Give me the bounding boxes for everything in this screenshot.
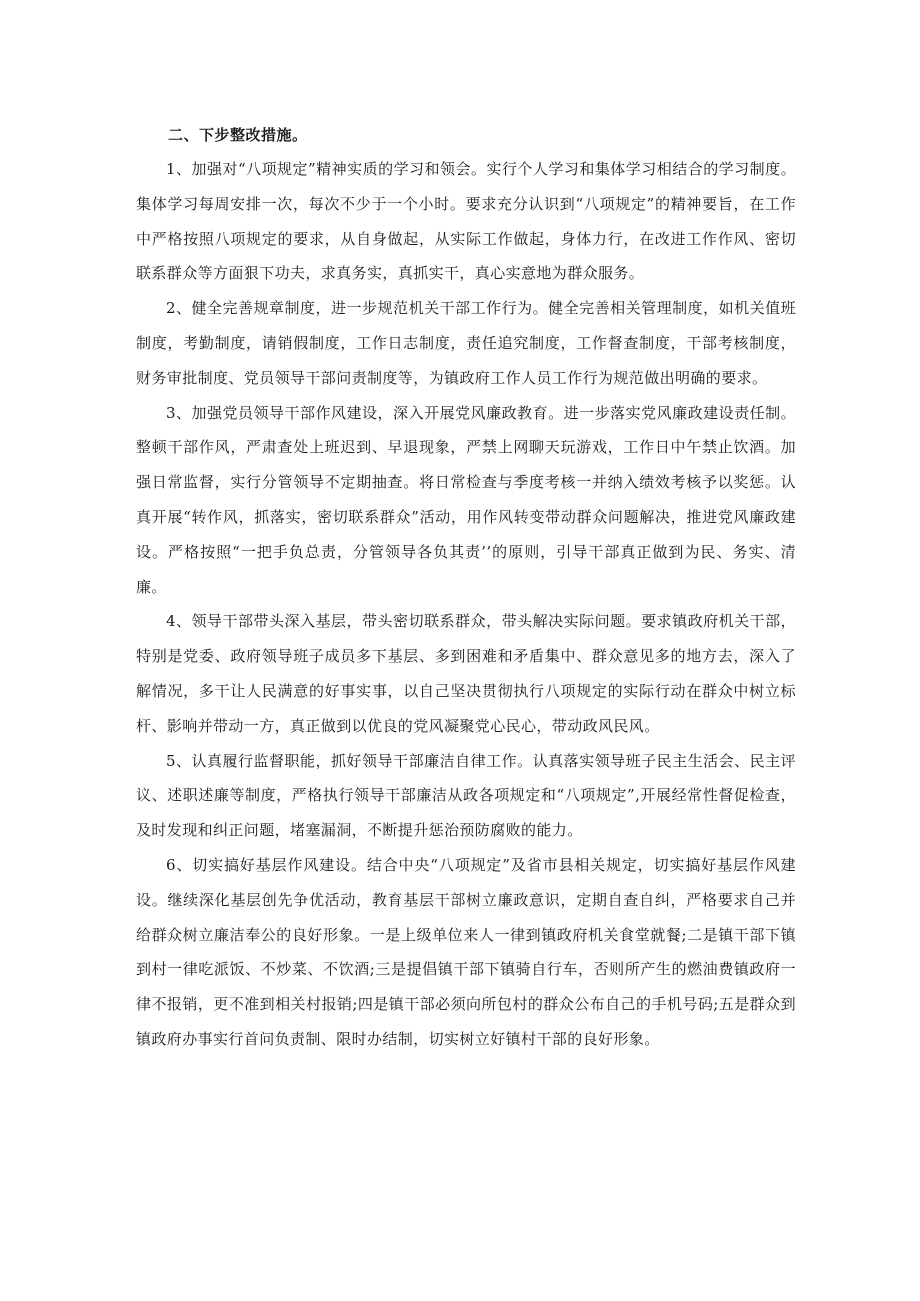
paragraph-2: 2、健全完善规章制度，进一步规范机关干部工作行为。健全完善相关管理制度，如机关值班制度，考勤制度，请销假制度，工作日志制度，责任追究制度，工作督查制度，干部考核制度，财务审批制度、党员领导干部问责制度等，为镇政府工作人员工作行为规范做出明确的要求。	[136, 299, 796, 387]
paragraph-4: 4、领导干部带头深入基层，带头密切联系群众，带头解决实际问题。要求镇政府机关干部，特别是党委、政府领导班子成员多下基层、多到困难和矛盾集中、群众意见多的地方去，深入了解情况，多干让人民满意的好事实事，以自己坚决贯彻执行八项规定的实际行动在群众中树立标杆、影响并带动一方，真正做到以优良的党风凝聚党心民心，带动政风民风。	[136, 612, 796, 735]
paragraph-1: 1、加强对“八项规定”精神实质的学习和领会。实行个人学习和集体学习相结合的学习制度。集体学习每周安排一次，每次不少于一个小时。要求充分认识到“八项规定”的精神要旨，在工作中严格按照八项规定的要求，从自身做起，从实际工作做起，身体力行，在改进工作作风、密切联系群众等方面狠下功夫，求真务实，真抓实干，真心实意地为群众服务。	[136, 160, 796, 283]
paragraph-3: 3、加强党员领导干部作风建设，深入开展党风廉政教育。进一步落实党风廉政建设责任制。整顿干部作风，严肃查处上班迟到、早退现象，严禁上网聊天玩游戏，工作日中午禁止饮酒。加强日常监督，实行分管领导不定期抽查。将日常检查与季度考核一并纳入绩效考核予以奖惩。认真开展“转作风，抓落实，密切联系群众”活动，用作风转变带动群众问题解决，推进党风廉政建设。严格按照“一把手负总责，分管领导各负其责’’的原则，引导干部真正做到为民、务实、清廉。	[136, 403, 796, 596]
section-heading: 二、下步整改措施。	[168, 126, 308, 144]
paragraph-5: 5、认真履行监督职能，抓好领导干部廉洁自律工作。认真落实领导班子民主生活会、民主评议、述职述廉等制度，严格执行领导干部廉洁从政各项规定和“八项规定”,开展经常性督促检查，及时发现和纠正问题，堵塞漏洞，不断提升惩治预防腐败的能力。	[136, 751, 796, 840]
document-body	[136, 118, 796, 1057]
paragraph-6: 6、切实搞好基层作风建设。结合中央“八项规定”及省市县相关规定，切实搞好基层作风建设。继续深化基层创先争优活动，教育基层干部树立廉政意识，定期自查自纠，严格要求自己并给群众树立廉洁奉公的良好形象。一是上级单位来人一律到镇政府机关食堂就餐;二是镇干部下镇到村一律吃派饭、不炒菜、不饮酒;三是提倡镇干部下镇骑自行车，否则所产生的燃油费镇政府一律不报销，更不准到相关村报销;四是镇干部必须向所包村的群众公布自己的手机号码;五是群众到镇政府办事实行首问负责制、限时办结制，切实树立好镇村干部的良好形象。	[136, 855, 796, 1048]
